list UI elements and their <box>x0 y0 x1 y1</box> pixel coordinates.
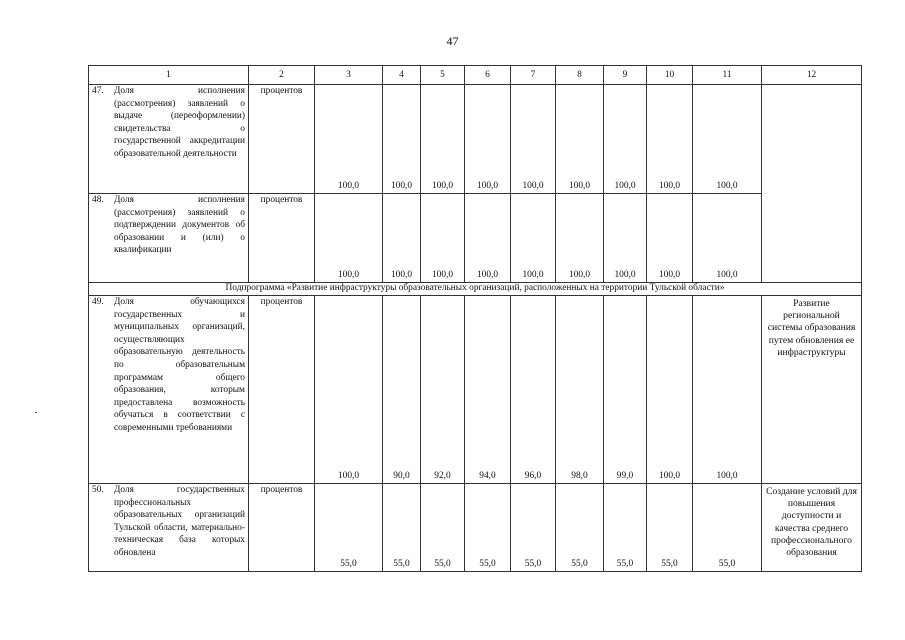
col-header-9: 9 <box>604 66 647 85</box>
indicator-name: Доля исполнения (рассмотрения) заявлений о подтверждении документов об образовании и (или) о квалификации <box>114 195 245 256</box>
value-cell: 98,0 <box>556 296 604 484</box>
col-header-4: 4 <box>383 66 421 85</box>
value-cell: 100,0 <box>511 194 556 283</box>
row-index: 47. <box>92 86 104 96</box>
value-cell: 55,0 <box>604 484 647 572</box>
col-header-12: 12 <box>762 66 862 85</box>
value-cell: 55,0 <box>511 484 556 572</box>
col-header-3: 3 <box>315 66 383 85</box>
value-cell: 94,0 <box>465 296 511 484</box>
col-header-7: 7 <box>511 66 556 85</box>
note-cell: Развитие региональной системы образования путем обновления ее инфраструктуры <box>762 296 862 484</box>
row-index: 50. <box>92 485 104 495</box>
value-cell: 100,0 <box>315 85 383 194</box>
header-row <box>89 66 862 85</box>
row-index: 48. <box>92 195 104 205</box>
scan-speck <box>35 412 37 413</box>
value-cell: 100,0 <box>465 85 511 194</box>
indicator-name: Доля исполнения (рассмотрения) заявлений о выдаче (переоформлении) свидетельства о государственной аккредитации образовательной деятельности <box>114 86 245 159</box>
subprogram-title: Подпрограмма «Развитие инфраструктуры образовательных организаций, расположенных на территории Тульской области» <box>89 283 862 296</box>
value-cell: 100,0 <box>383 194 421 283</box>
unit-cell: процентов <box>249 85 315 194</box>
value-cell: 100,0 <box>647 85 693 194</box>
value-cell: 100,0 <box>315 296 383 484</box>
value-cell: 100,0 <box>383 85 421 194</box>
value-cell: 100,0 <box>604 85 647 194</box>
table-row <box>89 296 862 484</box>
value-cell: 100,0 <box>693 85 762 194</box>
value-cell: 100,0 <box>647 194 693 283</box>
indicators-table <box>88 65 862 572</box>
note-cell: Создание условий для повышения доступности и качества среднего профессионального образования <box>762 484 862 572</box>
value-cell: 100,0 <box>315 194 383 283</box>
indicator-name-cell <box>89 296 249 484</box>
value-cell: 100,0 <box>421 194 465 283</box>
table-row <box>89 85 862 194</box>
col-header-5: 5 <box>421 66 465 85</box>
row-index: 49. <box>92 297 104 307</box>
value-cell: 100,0 <box>556 194 604 283</box>
indicator-name: Доля государственных профессиональных образовательных организаций Тульской области, материально-техническая база которых обновлена <box>114 485 245 558</box>
col-header-8: 8 <box>556 66 604 85</box>
col-header-10: 10 <box>647 66 693 85</box>
unit-cell: процентов <box>249 484 315 572</box>
table-row <box>89 194 862 283</box>
value-cell: 55,0 <box>465 484 511 572</box>
value-cell: 55,0 <box>647 484 693 572</box>
value-cell: 55,0 <box>421 484 465 572</box>
unit-cell: процентов <box>249 296 315 484</box>
value-cell: 99,0 <box>604 296 647 484</box>
value-cell: 100,0 <box>604 194 647 283</box>
indicator-name: Доля обучающихся государственных и муниципальных организаций, осуществляющих образовательную деятельность по образовательным программам общего образования, которым предоставлена возможность обучаться в соответствии с современными требованиями <box>114 297 245 433</box>
subprogram-row <box>89 283 862 296</box>
page-number: 47 <box>446 34 459 48</box>
value-cell: 100,0 <box>465 194 511 283</box>
value-cell: 55,0 <box>556 484 604 572</box>
table-row <box>89 484 862 572</box>
value-cell: 92,0 <box>421 296 465 484</box>
value-cell: 100,0 <box>556 85 604 194</box>
value-cell: 55,0 <box>693 484 762 572</box>
col-header-11: 11 <box>693 66 762 85</box>
value-cell: 55,0 <box>315 484 383 572</box>
indicator-name-cell <box>89 85 249 194</box>
value-cell: 100,0 <box>421 85 465 194</box>
value-cell: 55,0 <box>383 484 421 572</box>
value-cell: 100,0 <box>693 194 762 283</box>
col-header-2: 2 <box>249 66 315 85</box>
value-cell: 100,0 <box>511 85 556 194</box>
unit-cell: процентов <box>249 194 315 283</box>
value-cell: 100,0 <box>647 296 693 484</box>
col-header-1: 1 <box>89 66 249 85</box>
note-cell <box>762 85 862 283</box>
value-cell: 96,0 <box>511 296 556 484</box>
indicator-name-cell <box>89 484 249 572</box>
value-cell: 90,0 <box>383 296 421 484</box>
col-header-6: 6 <box>465 66 511 85</box>
value-cell: 100,0 <box>693 296 762 484</box>
indicator-name-cell <box>89 194 249 283</box>
